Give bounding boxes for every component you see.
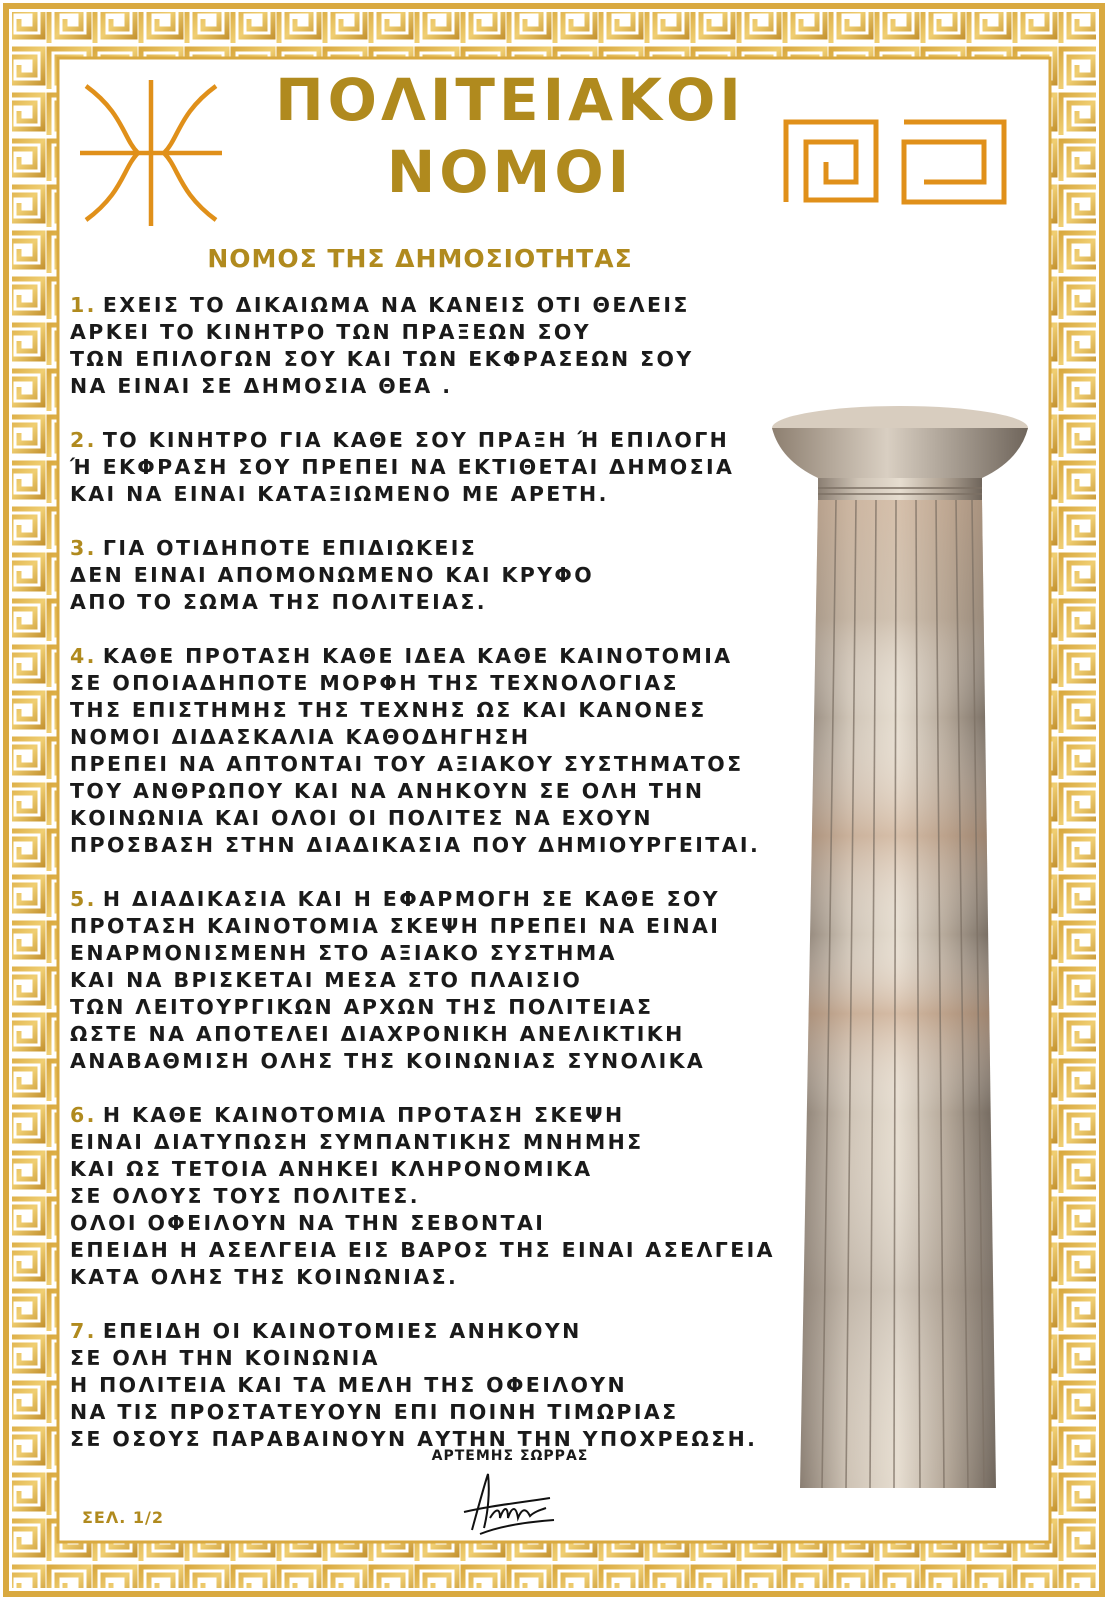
law-item [70,643,790,859]
law-number: 6. [70,1103,97,1127]
law-item [70,1318,790,1453]
law-line: ΠΡΟΤΑΣΗ ΚΑΙΝΟΤΟΜΙΑ ΣΚΕΨΗ ΠΡΕΠΕΙ ΝΑ ΕΙΝΑΙ [70,914,721,938]
law-line: ΚΑΙ ΩΣ ΤΕΤΟΙΑ ΑΝΗΚΕΙ ΚΛΗΡΟΝΟΜΙΚΑ [70,1157,593,1181]
law-item [70,292,790,400]
law-number: 5. [70,887,97,911]
law-subtitle: ΝΟΜΟΣ ΤΗΣ ΔΗΜΟΣΙΟΤΗΤΑΣ [207,244,633,273]
law-line: ΣΕ ΟΣΟΥΣ ΠΑΡΑΒΑΙΝΟΥΝ ΑΥΤΗΝ ΤΗΝ ΥΠΟΧΡΕΩΣΗ. [70,1427,758,1451]
page-number: ΣΕΛ. 1/2 [82,1508,164,1527]
law-line: ΠΡΟΣΒΑΣΗ ΣΤΗΝ ΔΙΑΔΙΚΑΣΙΑ ΠΟΥ ΔΗΜΙΟΥΡΓΕΙΤΑΙ. [70,833,761,857]
law-line: ΟΛΟΙ ΟΦΕΙΛΟΥΝ ΝΑ ΤΗΝ ΣΕΒΟΝΤΑΙ [70,1211,546,1235]
page-title-line1: ΠΟΛΙΤΕΙΑΚΟΙ [275,66,745,134]
law-number: 7. [70,1319,97,1343]
law-line: ΠΡΕΠΕΙ ΝΑ ΑΠΤΟΝΤΑΙ ΤΟΥ ΑΞΙΑΚΟΥ ΣΥΣΤΗΜΑΤΟΣ [70,752,744,776]
law-line: 5. Η ΔΙΑΔΙΚΑΣΙΑ ΚΑΙ Η ΕΦΑΡΜΟΓΗ ΣΕ ΚΑΘΕ ΣΟΥ [70,887,721,911]
law-line: 2. ΤΟ ΚΙΝΗΤΡΟ ΓΙΑ ΚΑΘΕ ΣΟΥ ΠΡΑΞΗ Ή ΕΠΙΛΟΓΗ [70,428,730,452]
law-item [70,427,790,508]
law-line: 6. Η ΚΑΘΕ ΚΑΙΝΟΤΟΜΙΑ ΠΡΟΤΑΣΗ ΣΚΕΨΗ [70,1103,625,1127]
law-line: ΝΑ ΕΙΝΑΙ ΣΕ ΔΗΜΟΣΙΑ ΘΕΑ . [70,374,453,398]
law-line: ΚΑΤΑ ΟΛΗΣ ΤΗΣ ΚΟΙΝΩΝΙΑΣ. [70,1265,459,1289]
law-line: 7. ΕΠΕΙΔΗ ΟΙ ΚΑΙΝΟΤΟΜΙΕΣ ΑΝΗΚΟΥΝ [70,1319,582,1343]
law-line: ΚΑΙ ΝΑ ΕΙΝΑΙ ΚΑΤΑΞΙΩΜΕΝΟ ΜΕ ΑΡΕΤΗ. [70,482,609,506]
law-line: ΕΠΕΙΔΗ Η ΑΣΕΛΓΕΙΑ ΕΙΣ ΒΑΡΟΣ ΤΗΣ ΕΙΝΑΙ ΑΣΕΛΓΕΙΑ [70,1238,775,1262]
law-number: 4. [70,644,97,668]
law-line: ΤΩΝ ΛΕΙΤΟΥΡΓΙΚΩΝ ΑΡΧΩΝ ΤΗΣ ΠΟΛΙΤΕΙΑΣ [70,995,654,1019]
law-line: ΩΣΤΕ ΝΑ ΑΠΟΤΕΛΕΙ ΔΙΑΧΡΟΝΙΚΗ ΑΝΕΛΙΚΤΙΚΗ [70,1022,685,1046]
law-number: 2. [70,428,97,452]
law-line: ΚΟΙΝΩΝΙΑ ΚΑΙ ΟΛΟΙ ΟΙ ΠΟΛΙΤΕΣ ΝΑ ΕΧΟΥΝ [70,806,653,830]
handwritten-signature [450,1468,560,1540]
law-line: ΣΕ ΟΛΗ ΤΗΝ ΚΟΙΝΩΝΙΑ [70,1346,380,1370]
law-line: ΣΕ ΟΛΟΥΣ ΤΟΥΣ ΠΟΛΙΤΕΣ. [70,1184,420,1208]
law-line: ΕΝΑΡΜΟΝΙΣΜΕΝΗ ΣΤΟ ΑΞΙΑΚΟ ΣΥΣΤΗΜΑ [70,941,617,965]
law-line: ΕΙΝΑΙ ΔΙΑΤΥΠΩΣΗ ΣΥΜΠΑΝΤΙΚΗΣ ΜΝΗΜΗΣ [70,1130,644,1154]
law-number: 1. [70,293,97,317]
law-line: ΤΩΝ ΕΠΙΛΟΓΩΝ ΣΟΥ ΚΑΙ ΤΩΝ ΕΚΦΡΑΣΕΩΝ ΣΟΥ [70,347,694,371]
law-line: ΤΗΣ ΕΠΙΣΤΗΜΗΣ ΤΗΣ ΤΕΧΝΗΣ ΩΣ ΚΑΙ ΚΑΝΟΝΕΣ [70,698,707,722]
law-line: ΑΡΚΕΙ ΤΟ ΚΙΝΗΤΡΟ ΤΩΝ ΠΡΑΞΕΩΝ ΣΟΥ [70,320,591,344]
law-line: ΣΕ ΟΠΟΙΑΔΗΠΟΤΕ ΜΟΡΦΗ ΤΗΣ ΤΕΧΝΟΛΟΓΙΑΣ [70,671,679,695]
law-line: 3. ΓΙΑ ΟΤΙΔΗΠΟΤΕ ΕΠΙΔΙΩΚΕΙΣ [70,536,478,560]
eight-pointed-star-icon [78,78,224,228]
law-item [70,535,790,616]
law-line: ΔΕΝ ΕΙΝΑΙ ΑΠΟΜΟΝΩΜΕΝΟ ΚΑΙ ΚΡΥΦΟ [70,563,595,587]
law-line: Ή ΕΚΦΡΑΣΗ ΣΟΥ ΠΡΕΠΕΙ ΝΑ ΕΚΤΙΘΕΤΑΙ ΔΗΜΟΣΙΑ [70,455,735,479]
law-line: ΚΑΙ ΝΑ ΒΡΙΣΚΕΤΑΙ ΜΕΣΑ ΣΤΟ ΠΛΑΙΣΙΟ [70,968,583,992]
law-line: Η ΠΟΛΙΤΕΙΑ ΚΑΙ ΤΑ ΜΕΛΗ ΤΗΣ ΟΦΕΙΛΟΥΝ [70,1373,628,1397]
meander-spiral-icon [778,112,1014,212]
doric-column-image [770,400,1032,1490]
law-line: ΑΝΑΒΑΘΜΙΣΗ ΟΛΗΣ ΤΗΣ ΚΟΙΝΩΝΙΑΣ ΣΥΝΟΛΙΚΑ [70,1049,706,1073]
law-line: ΝΑ ΤΙΣ ΠΡΟΣΤΑΤΕΥΟΥΝ ΕΠΙ ΠΟΙΝΗ ΤΙΜΩΡΙΑΣ [70,1400,679,1424]
law-item [70,1102,790,1291]
author-name: ΑΡΤΕΜΗΣ ΣΩΡΡΑΣ [431,1448,589,1464]
laws-list [70,292,790,1480]
law-item [70,886,790,1075]
law-line: ΑΠΟ ΤΟ ΣΩΜΑ ΤΗΣ ΠΟΛΙΤΕΙΑΣ. [70,590,487,614]
law-line: 4. ΚΑΘΕ ΠΡΟΤΑΣΗ ΚΑΘΕ ΙΔΕΑ ΚΑΘΕ ΚΑΙΝΟΤΟΜΙΑ [70,644,733,668]
page-title-line2: ΝΟΜΟΙ [386,138,634,206]
law-line: ΝΟΜΟΙ ΔΙΔΑΣΚΑΛΙΑ ΚΑΘΟΔΗΓΗΣΗ [70,725,531,749]
law-line: ΤΟΥ ΑΝΘΡΩΠΟΥ ΚΑΙ ΝΑ ΑΝΗΚΟΥΝ ΣΕ ΟΛΗ ΤΗΝ [70,779,705,803]
law-number: 3. [70,536,97,560]
law-line: 1. ΕΧΕΙΣ ΤΟ ΔΙΚΑΙΩΜΑ ΝΑ ΚΑΝΕΙΣ ΟΤΙ ΘΕΛΕΙΣ [70,293,690,317]
